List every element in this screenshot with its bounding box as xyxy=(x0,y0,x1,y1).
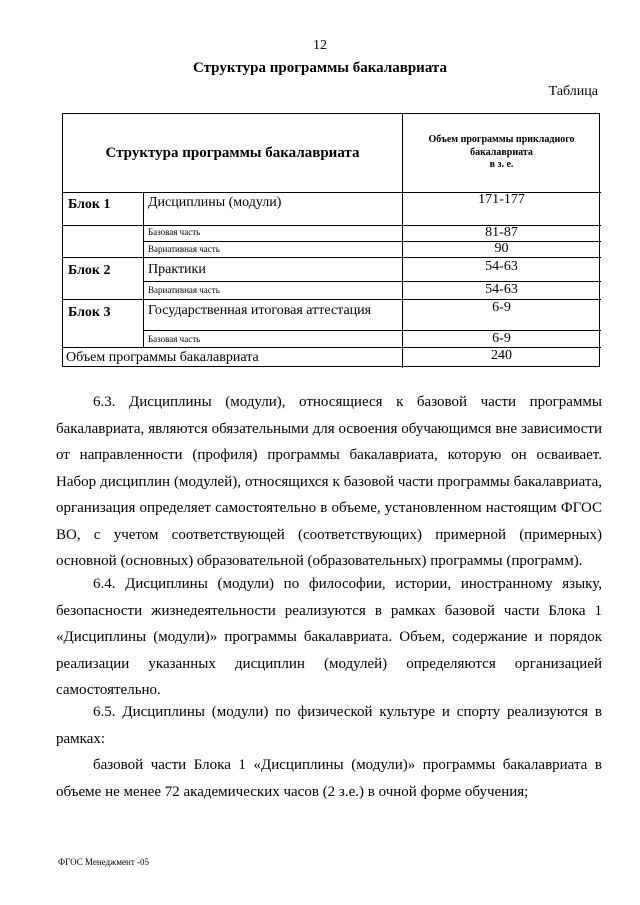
row-value: 6-9 xyxy=(492,331,511,346)
row-name: Вариативная часть xyxy=(148,244,220,254)
paragraph-6-5: 6.5. Дисциплины (модули) по физической культуре и спорту реализуются в рамках: базовой части Блока 1 «Дисциплины (модули)» программы бакалавриата в объеме не менее 72 академических часов (2 з.е.) в очной форме обучения; xyxy=(56,699,602,805)
table-header-structure: Структура программы бакалавриата xyxy=(105,144,360,161)
block-label: Блок 1 xyxy=(68,197,111,212)
row-value: 54-63 xyxy=(485,259,518,274)
table-label: Таблица xyxy=(548,84,598,99)
row-value: 6-9 xyxy=(492,300,511,315)
row-name: Базовая часть xyxy=(148,334,201,344)
paragraph-6-3: 6.3. Дисциплины (модули), относящиеся к базовой части программы бакалавриата, являются обязательными для освоения обучающимся вне зависимости от направленности (профиля) программы бакалавриата, которую он осваивает. Набор дисциплин (модулей), относящихся к базовой части программы бакалавриата, организация определяет самостоятельно в объеме, установленном настоящим ФГОС ВО, с учетом соответствующей (соответствующих) примерной (примерных) основной (основных) образовательной (образовательных) программы (программ). xyxy=(56,394,602,569)
total-name: Объем программы бакалавриата xyxy=(66,350,259,365)
structure-table xyxy=(62,113,600,367)
row-name: Базовая часть xyxy=(148,227,201,237)
row-name: Государственная итоговая аттестация xyxy=(148,303,372,318)
table-header-volume-line: в з. е. xyxy=(489,159,514,171)
document-title: Структура программы бакалавриата xyxy=(193,60,447,76)
table-rule xyxy=(143,192,144,347)
table-header-volume-line: Объем программы прикладного xyxy=(428,134,575,146)
row-value: 54-63 xyxy=(485,282,518,297)
paragraph-6-5-item: базовой части Блока 1 «Дисциплины (модули)» программы бакалавриата в объеме не менее 72 академических часов (2 з.е.) в очной форме обучения; xyxy=(56,757,602,800)
table-rule xyxy=(63,347,601,348)
row-name: Практики xyxy=(148,262,206,277)
row-name: Дисциплины (модули) xyxy=(148,195,282,210)
block-label: Блок 3 xyxy=(68,305,111,320)
table-header-volume xyxy=(402,114,601,192)
paragraph-6-4: 6.4. Дисциплины (модули) по философии, истории, иностранному языку, безопасности жизнедеятельности реализуются в рамках базовой части Блока 1 «Дисциплины (модули)» программы бакалавриата. Объем, содержание и порядок реализации указанных дисциплин (модулей) определяются организацией самостоятельно. xyxy=(56,576,602,698)
table-rule xyxy=(143,330,601,331)
row-name: Вариативная часть xyxy=(148,285,220,295)
total-value: 240 xyxy=(491,348,512,363)
row-value: 81-87 xyxy=(485,225,518,240)
table-header-volume-line: бакалавриата xyxy=(470,146,533,158)
row-value: 90 xyxy=(494,241,509,256)
row-value: 171-177 xyxy=(478,192,525,207)
block-label: Блок 2 xyxy=(68,263,111,278)
table-rule xyxy=(143,281,601,282)
page-number: 12 xyxy=(313,38,327,53)
footer-mark: ФГОС Менеджмент -05 xyxy=(58,857,150,867)
